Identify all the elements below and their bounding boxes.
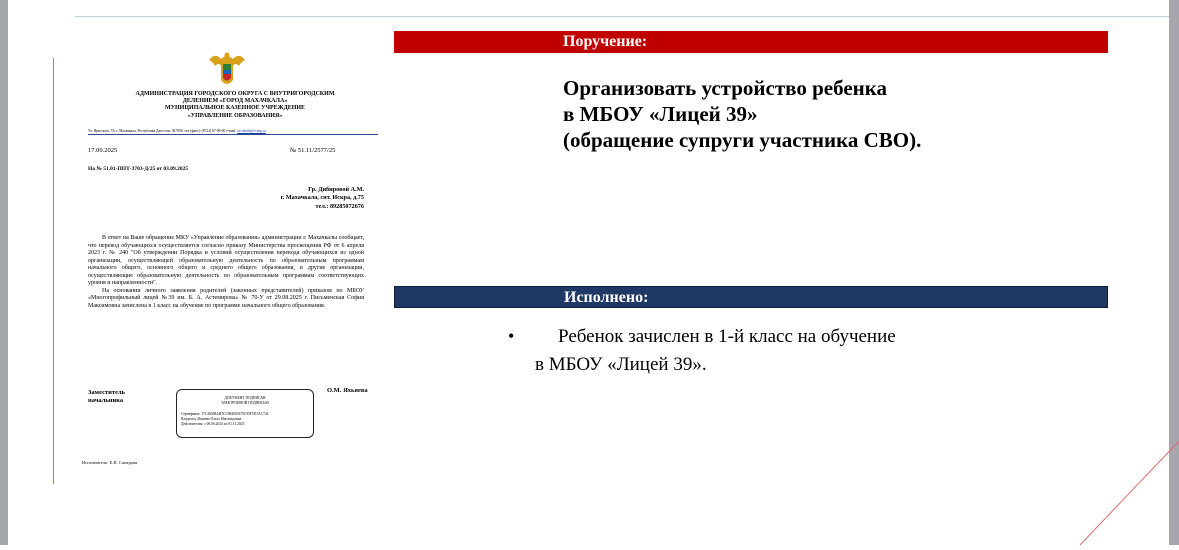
signature-title-line: ДОКУМЕНТ ПОДПИСАН bbox=[224, 396, 266, 400]
top-divider bbox=[75, 16, 1169, 17]
task-line: Организовать устройство ребенка bbox=[563, 76, 888, 100]
address-text: Ул. Ярагского, 55, г. Махачкала, Республика Дагестан, 367000, тел (факс): (8722) 67-06-00 e-mail: bbox=[88, 129, 238, 133]
recipient-block bbox=[230, 186, 364, 211]
task-header-bar bbox=[394, 31, 1108, 53]
task-line: (обращение супруги участника СВО). bbox=[563, 128, 922, 153]
signature-detail-line: Сертификат: 17C4650844F5C1984063375C95F5D1AC724 bbox=[181, 412, 269, 417]
body-paragraph: В ответ на Ваше обращение МКУ «Управление образования» администрации г. Махачкалы сообщает, что перевод обучающихся осуществляется согласно приказу Министерства просвещения РФ от 6 апреля 2023 г. № 240 "Об утверждении Порядка и условий осуществления перевода обучающихся из одной организации, осуществляющей образовательную деятельность по образовательным программам начального общего, основного общего и среднего общего образования, в другие организации, осуществляющие образовательную деятельность по образовательным программам соответствующих уровня и направленности". bbox=[88, 235, 364, 286]
result-line: в МБОУ «Лицей 39». bbox=[535, 354, 707, 375]
organization-header bbox=[100, 91, 370, 120]
executor-line: Исполнитель: Е.И. Самедова bbox=[82, 460, 138, 465]
signature-details bbox=[181, 412, 313, 427]
done-label: Исполнено: bbox=[564, 289, 649, 306]
done-header-bar bbox=[394, 286, 1108, 308]
recipient-line: г. Махачкала, снт. Искра, д.75 bbox=[280, 194, 364, 202]
letter-number: № 51.11/2577/25 bbox=[290, 147, 336, 154]
recipient-line: Гр. Дибировой А.М. bbox=[308, 186, 364, 193]
task-line: в МБОУ «Лицей 39» bbox=[563, 102, 758, 127]
email-link: uo.mkala@e-dag.ru bbox=[237, 129, 266, 133]
slide-frame-left bbox=[0, 0, 8, 545]
position-line: Заместитель bbox=[88, 389, 126, 396]
task-label: Поручение: bbox=[563, 33, 648, 50]
signature-detail-line: Владелец: Яхьяева Ольга Магомедовна bbox=[181, 417, 242, 422]
left-accent-line bbox=[53, 58, 54, 484]
org-line: ДЕЛЕНИЕМ «ГОРОД МАХАЧКАЛА» bbox=[182, 98, 288, 105]
letter-date: 17.09.2025 bbox=[88, 147, 118, 154]
recipient-line: тел.: 89285072676 bbox=[315, 202, 364, 210]
organization-address bbox=[88, 129, 378, 135]
body-paragraph: На основании личного заявления родителей (законных представителей) приказом по МБОУ «Многопрофильный лицей №39 им. Б. А. Астемирова» № 70-У от 29.08.2025 г. Письменская София Максимовна зачислена в 1 класс на обучение по программе начального общего образования. bbox=[88, 287, 364, 309]
corner-diagonal-decoration bbox=[1080, 440, 1179, 550]
bullet-icon: • bbox=[508, 326, 515, 346]
reference-number: На № 51.01-ППТ-3703-Д/25 от 03.09.2025 bbox=[88, 166, 189, 172]
signature-title bbox=[177, 396, 313, 405]
signature-detail-line: Действителен: с 06.06.2024 по 01.11.2025 bbox=[181, 422, 245, 427]
result-line: Ребенок зачислен в 1-й класс на обучение bbox=[558, 326, 896, 347]
official-letter-scan bbox=[80, 45, 385, 475]
org-line: МУНИЦИПАЛЬНОЕ КАЗЕННОЕ УЧРЕЖДЕНИЕ bbox=[164, 105, 306, 112]
org-line: АДМИНИСТРАЦИЯ ГОРОДСКОГО ОКРУГА С ВНУТРИГОРОДСКИМ bbox=[135, 91, 335, 97]
letter-body bbox=[88, 235, 364, 310]
position-line: начальника bbox=[88, 396, 124, 404]
task-description bbox=[563, 75, 921, 153]
coat-of-arms-emblem-icon bbox=[205, 50, 249, 90]
signer-position bbox=[88, 389, 168, 405]
electronic-signature-stamp bbox=[176, 389, 314, 438]
signer-name: О.М. Яхьяева bbox=[327, 387, 368, 394]
signature-title-line: ЭЛЕКТРОННОЙ ПОДПИСЬЮ bbox=[220, 400, 270, 405]
org-line: «УПРАВЛЕНИЕ ОБРАЗОВАНИЯ» bbox=[187, 112, 283, 119]
